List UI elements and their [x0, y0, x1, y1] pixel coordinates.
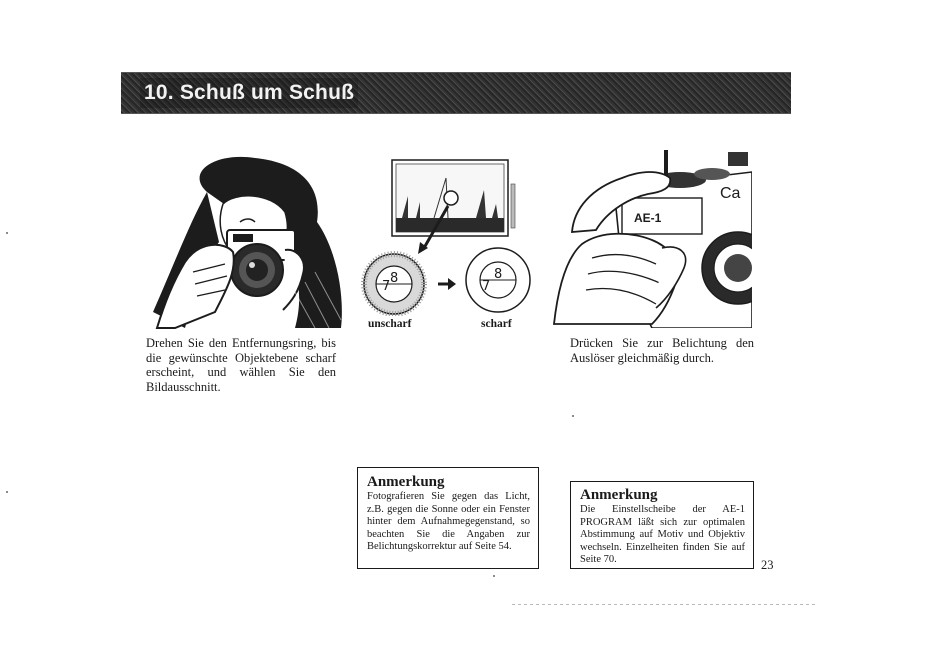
- svg-text:Ca: Ca: [720, 185, 741, 202]
- note-title: Anmerkung: [580, 487, 658, 503]
- scan-speck: [572, 415, 574, 417]
- scan-speck: [6, 232, 8, 234]
- note-text: Fotografieren Sie gegen das Licht, z.B. gegen die Sonne oder ein Fenster hinter dem Aufnahmegegenstand, so beachten Sie die Angaben zur Belichtungskorrektur auf Seite 54.: [367, 491, 530, 553]
- scan-artifact-line: [512, 604, 818, 605]
- sharp-label: scharf: [481, 318, 512, 330]
- shutter-press-illustration: [552, 148, 752, 328]
- svg-text:8: 8: [494, 267, 503, 282]
- note-title: Anmerkung: [367, 474, 445, 490]
- svg-text:8: 8: [390, 271, 399, 286]
- viewfinder-illustration: [356, 156, 536, 316]
- scan-speck: [6, 491, 8, 493]
- camera-model-lettering: AE-1: [634, 211, 662, 225]
- svg-text:7: 7: [382, 279, 391, 294]
- note-focusing-screen: [570, 481, 754, 569]
- page-number: 23: [761, 558, 774, 572]
- focus-instruction-caption: Drehen Sie den Entfernungsring, bis die gewünschte Objektebene scharf erscheint, und wählen Sie den Bildausschnitt.: [146, 336, 336, 394]
- unsharp-label: unscharf: [368, 318, 412, 330]
- scan-speck: [493, 575, 495, 577]
- note-backlight: [357, 467, 539, 569]
- section-title: 10. Schuß um Schuß: [140, 78, 358, 108]
- shutter-instruction-caption: Drücken Sie zur Belichtung den Auslöser gleichmäßig durch.: [570, 336, 754, 365]
- photographer-illustration: [145, 152, 350, 330]
- svg-text:7: 7: [482, 279, 491, 294]
- note-text: Die Einstellscheibe der AE-1 PROGRAM läßt sich zur optimalen Abstimmung auf Motiv und Objektiv wechseln. Einzelheiten finden Sie auf Seite 70.: [580, 504, 745, 566]
